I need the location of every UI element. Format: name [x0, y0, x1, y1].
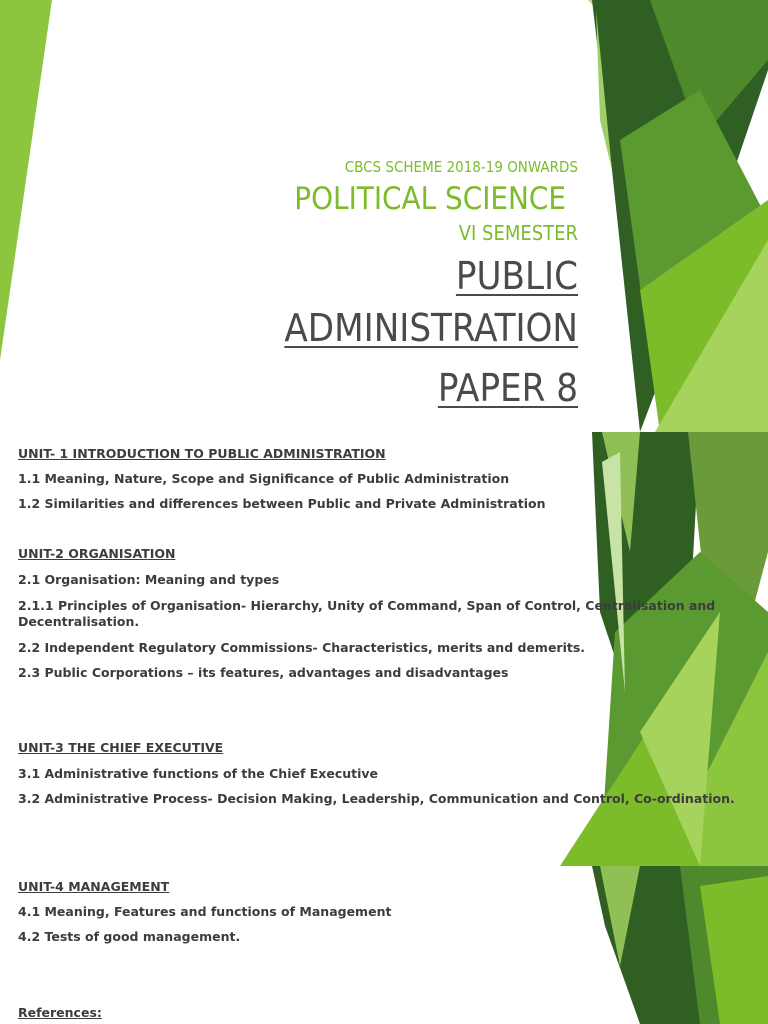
unit2-item: 2.2 Independent Regulatory Commissions- Characteristics, merits and demerits. — [18, 640, 586, 655]
unit4-item: 4.1 Meaning, Features and functions of Management — [18, 904, 392, 919]
unit1-heading: UNIT- 1 INTRODUCTION TO PUBLIC ADMINISTRATION — [18, 446, 386, 461]
unit2-item: 2.3 Public Corporations – its features, advantages and disadvantages — [18, 665, 509, 680]
unit1-item: 1.1 Meaning, Nature, Scope and Significance of Public Administration — [18, 471, 510, 486]
main-title-line3: PAPER 8 — [437, 366, 578, 410]
unit4-heading: UNIT-4 MANAGEMENT — [18, 879, 170, 894]
unit2-item: 2.1.1 Principles of Organisation- Hierarchy, Unity of Command, Span of Control, Centralisation and — [18, 598, 716, 613]
unit4-item: 4.2 Tests of good management. — [18, 929, 241, 944]
syllabus-slide-1 — [0, 432, 768, 866]
title-slide — [0, 0, 768, 432]
title-text-block — [284, 156, 578, 414]
unit2-heading: UNIT-2 ORGANISATION — [18, 546, 176, 561]
subject-title: POLITICAL SCIENCE — [294, 181, 566, 217]
unit3-item: 3.1 Administrative functions of the Chief Executive — [18, 766, 379, 781]
unit2-item: 2.1 Organisation: Meaning and types — [18, 572, 280, 587]
scheme-label: CBCS SCHEME 2018-19 ONWARDS — [344, 158, 578, 176]
main-title-line1: PUBLIC — [455, 254, 578, 298]
main-title-line2: ADMINISTRATION — [284, 306, 578, 350]
semester-label: VI SEMESTER — [458, 221, 578, 245]
references-heading: References: — [18, 1005, 102, 1020]
unit2-item-continued: Decentralisation. — [18, 614, 140, 629]
unit3-heading: UNIT-3 THE CHIEF EXECUTIVE — [18, 740, 224, 755]
unit3-item: 3.2 Administrative Process- Decision Making, Leadership, Communication and Control, Co-ordination. — [18, 791, 735, 806]
syllabus-slide-2 — [0, 866, 768, 1024]
unit1-item: 1.2 Similarities and differences between Public and Private Administration — [18, 496, 546, 511]
